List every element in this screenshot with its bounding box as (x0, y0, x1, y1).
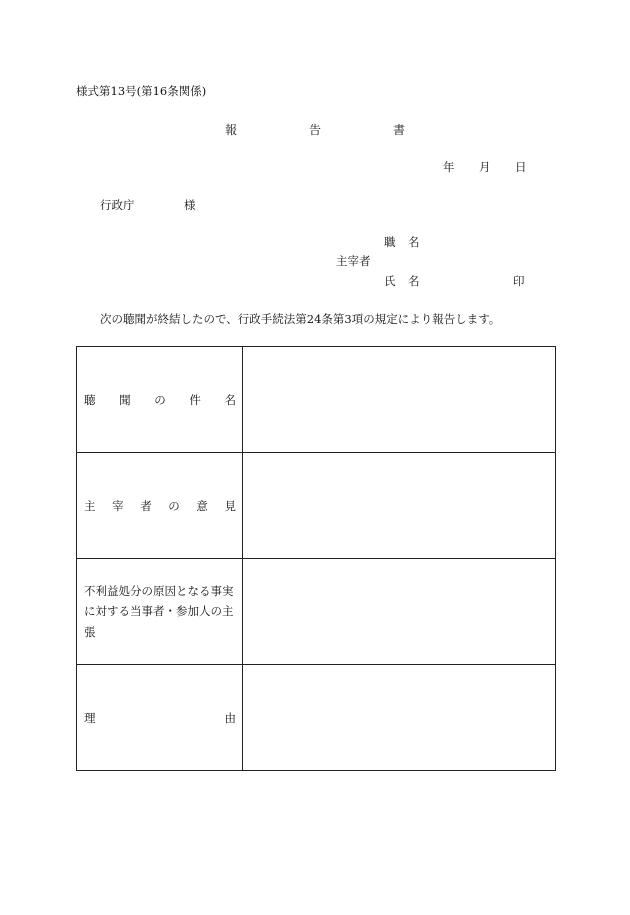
sender-name-char: 名 (408, 274, 420, 288)
sender-title-char: 名 (408, 235, 420, 249)
presider-opinion-field[interactable] (243, 453, 556, 559)
recipient (100, 200, 196, 212)
table-row (77, 453, 556, 559)
party-claims-label (77, 559, 243, 665)
party-claims-field[interactable] (243, 559, 556, 665)
recipient-honorific: 様 (184, 198, 196, 212)
hearing-case-name-field[interactable] (243, 347, 556, 453)
sender-title-label (384, 237, 420, 249)
label-char: 聴 (84, 392, 96, 407)
reason-field[interactable] (243, 665, 556, 771)
title-char: 書 (392, 123, 405, 137)
label-char: 宰 (112, 498, 124, 513)
title-char: 報 (225, 123, 238, 137)
table-row (77, 559, 556, 665)
label-char: の (154, 392, 166, 407)
seal-mark: 印 (513, 274, 525, 288)
reason-label (77, 665, 243, 771)
sender-name-char: 氏 (384, 274, 396, 288)
hearing-case-name-label (77, 347, 243, 453)
table-row (77, 665, 556, 771)
label-char: 理 (84, 710, 96, 725)
title-char: 告 (308, 123, 321, 137)
party-claims-text: 不利益処分の原因となる事実に対する当事者・参加人の主張 (84, 584, 234, 639)
report-table (76, 346, 556, 771)
presider-opinion-label (77, 453, 243, 559)
recipient-agency: 行政庁 (100, 198, 135, 212)
body-text: 次の聴聞が終結したので、行政手続法第24条第3項の規定により報告します。 (100, 312, 501, 326)
date-day-label: 日 (515, 160, 527, 174)
date-field (443, 162, 527, 174)
label-char: 主 (84, 498, 96, 513)
document-title (225, 124, 405, 136)
label-char: 由 (224, 710, 236, 725)
label-char: の (168, 498, 180, 513)
form-number: 様式第13号(第16条関係) (76, 84, 207, 98)
label-char: 意 (196, 498, 208, 513)
label-char: 件 (189, 392, 201, 407)
table-row (77, 347, 556, 453)
sender-name-label (384, 276, 420, 288)
label-char: 見 (224, 498, 236, 513)
label-char: 聞 (119, 392, 131, 407)
date-month-label: 月 (479, 160, 491, 174)
date-year-label: 年 (443, 160, 455, 174)
label-char: 者 (140, 498, 152, 513)
sender-role: 主宰者 (336, 254, 371, 268)
sender-title-char: 職 (384, 235, 396, 249)
label-char: 名 (224, 392, 236, 407)
